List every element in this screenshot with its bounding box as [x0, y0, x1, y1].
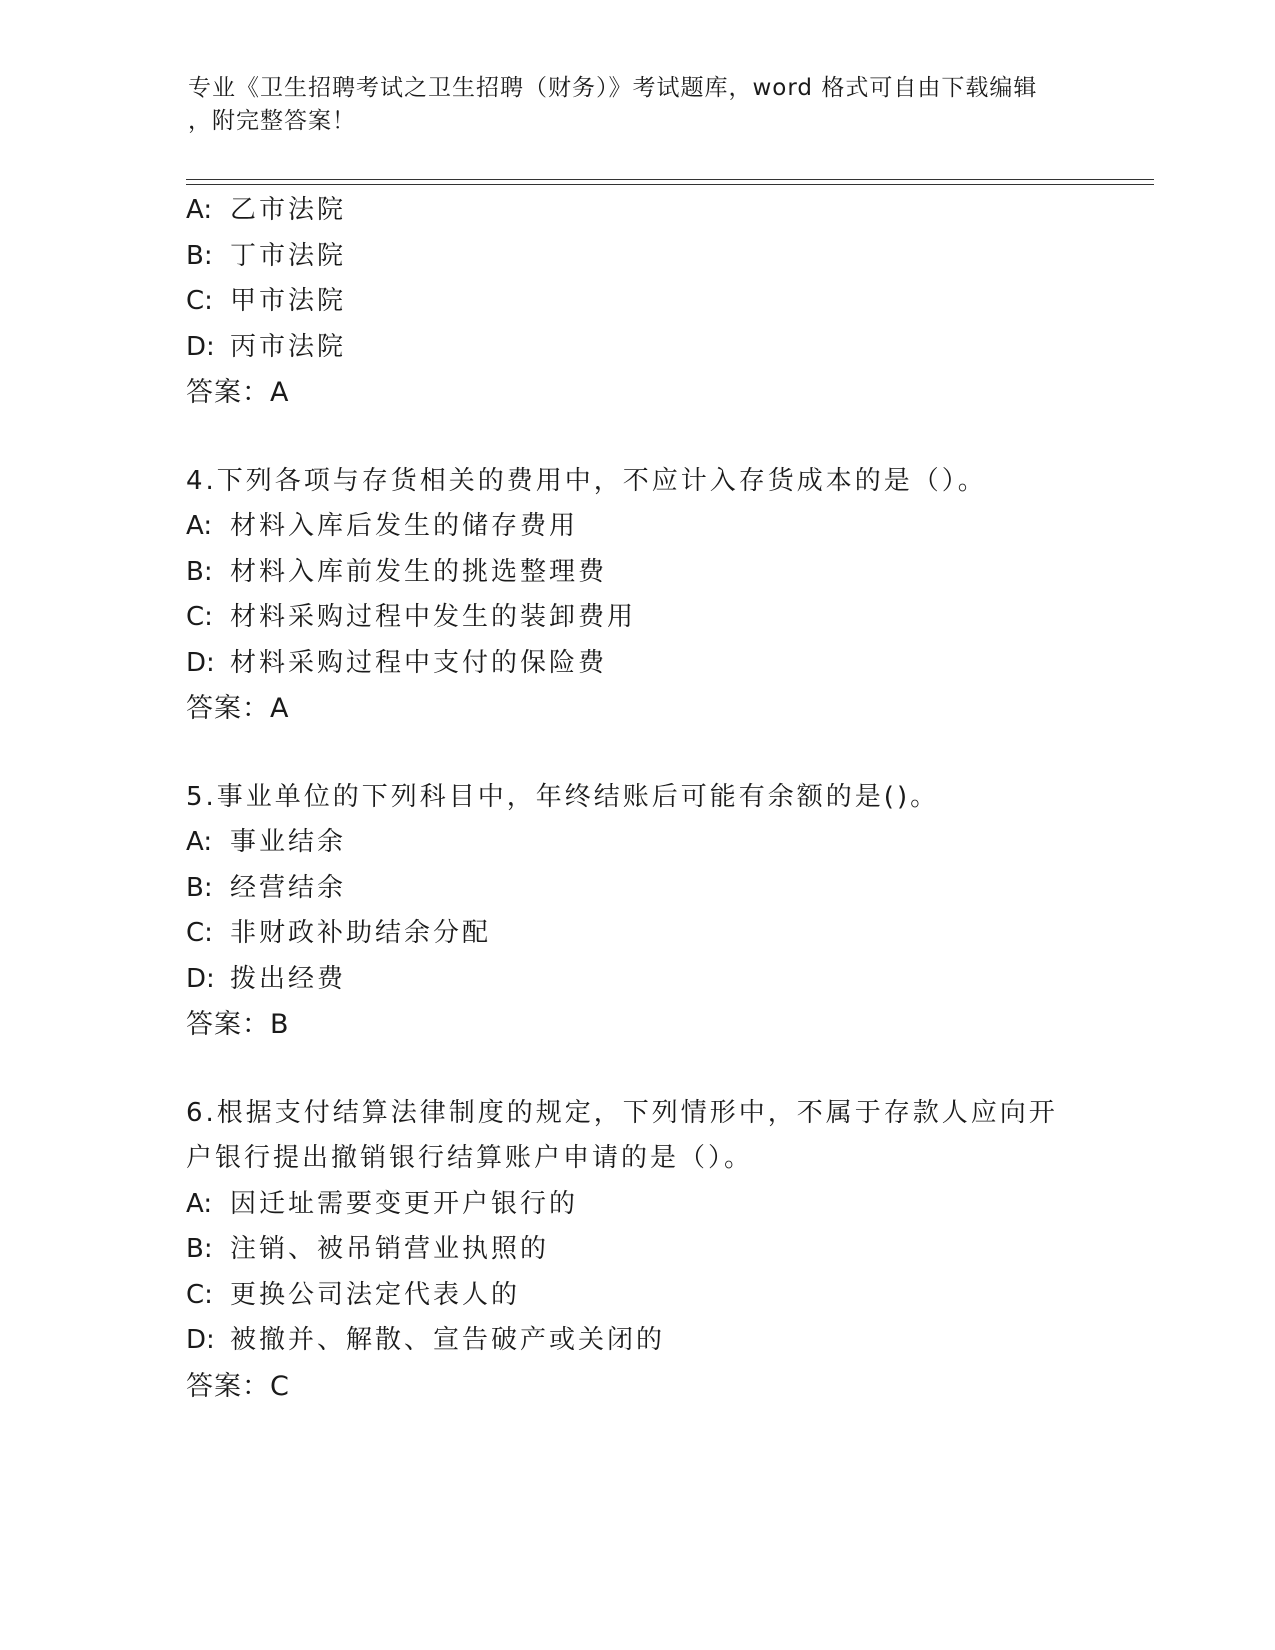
header-line-2: ，附完整答案！: [188, 108, 356, 134]
question-block-6: [186, 1091, 1146, 1410]
answer-line: 答案：A: [186, 377, 290, 408]
question-block-5: [186, 775, 1146, 1048]
option-text: 材料采购过程中发生的装卸费用: [230, 602, 637, 632]
option-d: [186, 325, 1146, 371]
option-letter: B:: [186, 240, 213, 271]
option-b: [186, 550, 1146, 596]
option-text: 事业结余: [230, 827, 347, 857]
question-stem-line-1: 6.根据支付结算法律制度的规定，下列情形中，不属于存款人应向开: [186, 1097, 1058, 1128]
option-letter: A:: [186, 827, 213, 857]
spacer: [186, 416, 1146, 459]
option-c: [186, 279, 1146, 325]
option-text: 更换公司法定代表人的: [230, 1279, 521, 1310]
option-a: [186, 1182, 1146, 1228]
option-a: [186, 188, 1146, 234]
answer-line: 答案：B: [186, 1009, 290, 1040]
option-letter: C:: [186, 602, 213, 632]
option-letter: D:: [186, 963, 215, 994]
option-text: 材料入库前发生的挑选整理费: [230, 556, 608, 587]
option-letter: A:: [186, 195, 213, 225]
option-text: 材料采购过程中支付的保险费: [230, 647, 608, 678]
header-line-1: 专业《卫生招聘考试之卫生招聘（财务）》考试题库，word 格式可自由下载编辑: [188, 75, 1038, 101]
question-stem: 5.事业单位的下列科目中，年终结账后可能有余额的是()。: [186, 781, 940, 812]
option-text: 注销、被吊销营业执照的: [230, 1234, 550, 1264]
option-letter: A:: [186, 1188, 213, 1219]
option-letter: D:: [186, 647, 215, 678]
option-letter: C:: [186, 1279, 213, 1310]
spacer: [186, 732, 1146, 775]
option-text: 非财政补助结余分配: [230, 918, 492, 948]
option-letter: B:: [186, 556, 213, 587]
spacer: [186, 1048, 1146, 1091]
option-letter: C:: [186, 286, 213, 316]
option-text: 丙市法院: [230, 331, 347, 362]
option-text: 乙市法院: [230, 195, 347, 225]
header-divider-top: [186, 179, 1154, 180]
document-header: [188, 72, 1068, 138]
option-b: [186, 866, 1146, 912]
question-block-3: [186, 188, 1146, 416]
option-letter: A:: [186, 511, 213, 541]
option-text: 被撤并、解散、宣告破产或关闭的: [230, 1325, 666, 1355]
header-divider-bottom: [186, 184, 1154, 185]
question-block-4: [186, 459, 1146, 732]
option-text: 材料入库后发生的储存费用: [230, 511, 579, 541]
option-d: [186, 1318, 1146, 1364]
option-b: [186, 234, 1146, 280]
option-c: [186, 911, 1146, 957]
option-c: [186, 1273, 1146, 1319]
option-b: [186, 1227, 1146, 1273]
option-letter: B:: [186, 872, 213, 903]
question-list: [186, 188, 1146, 1409]
option-d: [186, 641, 1146, 687]
option-letter: D:: [186, 331, 215, 362]
question-stem-line-2: 户银行提出撤销银行结算账户申请的是（）。: [186, 1143, 754, 1173]
option-a: [186, 504, 1146, 550]
option-text: 拨出经费: [230, 963, 347, 994]
option-letter: B:: [186, 1234, 213, 1264]
answer-line: 答案：A: [186, 693, 290, 724]
option-letter: C:: [186, 918, 213, 948]
option-text: 甲市法院: [230, 286, 347, 316]
answer-line: 答案：C: [186, 1370, 290, 1402]
option-text: 经营结余: [230, 872, 347, 903]
option-text: 丁市法院: [230, 240, 347, 271]
question-stem: 4.下列各项与存货相关的费用中，不应计入存货成本的是（）。: [186, 465, 987, 496]
option-c: [186, 595, 1146, 641]
option-d: [186, 957, 1146, 1003]
option-letter: D:: [186, 1325, 215, 1355]
option-a: [186, 820, 1146, 866]
option-text: 因迁址需要变更开户银行的: [230, 1188, 579, 1219]
